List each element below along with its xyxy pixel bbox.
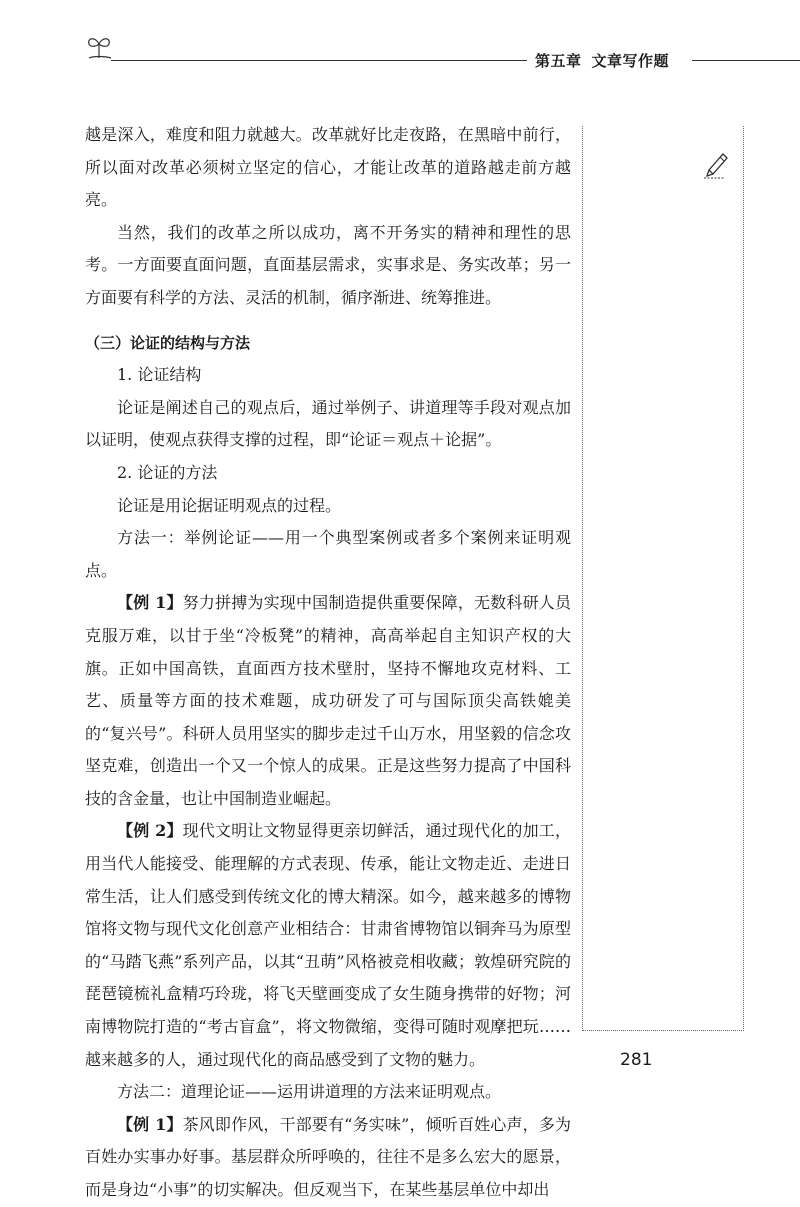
page-header	[85, 36, 800, 70]
example-text: 努力拼搏为实现中国制造提供重要保障，无数科研人员克服万难，以甘于坐“冷板凳”的精神，高高举起自主知识产权的大旗。正如中国高铁，直面西方技术壁肘，坚持不懈地攻克材料、工艺、质量等方面的技术难题，成功研发了可与国际顶尖高铁媲美的“复兴号”。科研人员用坚实的脚步走过千山万水，用坚毅的信念攻坚克难，创造出一个又一个惊人的成果。正是这些努力提高了中国科技的含金量，也让中国制造业崛起。	[85, 593, 571, 808]
subheading: 1. 论证结构	[117, 365, 202, 385]
paragraph: 论证是用论据证明观点的过程。	[117, 495, 342, 515]
example-paragraph	[85, 587, 571, 815]
page-number: 281	[620, 1050, 653, 1070]
example-label: 【例 2】	[117, 821, 183, 841]
section-heading: （三）论证的结构与方法	[85, 333, 251, 352]
header-rule-left	[111, 60, 527, 61]
example-paragraph	[85, 815, 571, 1076]
example-label: 【例 1】	[117, 1114, 183, 1134]
notes-margin	[582, 126, 744, 1031]
subheading: 2. 论证的方法	[117, 462, 218, 482]
paragraph: 越是深入，难度和阻力就越大。改革就好比走夜路，在黑暗中前行，所以面对改革必须树立坚定的信心，才能让改革的道路越走前方越亮。	[85, 125, 571, 210]
method-heading: 方法一：举例论证——用一个典型案例或者多个案例来证明观点。	[85, 528, 571, 580]
pencil-icon	[701, 148, 731, 180]
method-heading: 方法二：道理论证——运用讲道理的方法来证明观点。	[117, 1082, 502, 1102]
example-text: 现代文明让文物显得更亲切鲜活，通过现代化的加工，用当代人能接受、能理解的方式表现、传承，能让文物走近、走进日常生活，让人们感受到传统文化的博大精深。如今，越来越多的博物馆将文物与现代文化创意产业相结合：甘肃省博物馆以铜奔马为原型的“马踏飞燕”系列产品，以其“丑萌”风格被竞相收藏；敦煌研究院的琵琶镜梳礼盒精巧玲珑，将飞天壁画变成了女生随身携带的好物；河南博物院打造的“考古盲盒”，将文物微缩，变得可随时观摩把玩……越来越多的人，通过现代化的商品感受到了文物的魅力。	[85, 821, 571, 1069]
example-text: 茶风即作风，干部要有“务实味”，倾听百姓心声，多为百姓办实事办好事。基层群众所呼唤的，往往不是多么宏大的愿景，而是身边“小事”的切实解决。但反观当下，在某些基层单位中却出	[85, 1114, 571, 1199]
example-label: 【例 1】	[117, 593, 183, 613]
chapter-title	[535, 50, 669, 71]
paragraph: 当然，我们的改革之所以成功，离不开务实的精神和理性的思考。一方面要直面问题，直面基层需求，实事求是、务实改革；另一方面要有科学的方法、灵活的机制，循序渐进、统筹推进。	[85, 222, 571, 307]
sprout-icon	[85, 34, 113, 60]
paragraph: 论证是阐述自己的观点后，通过举例子、讲道理等手段对观点加以证明，使观点获得支撑的过程，即“论证＝观点＋论据”。	[85, 397, 571, 450]
chapter-number: 第五章	[535, 52, 582, 70]
chapter-name: 文章写作题	[591, 52, 670, 70]
main-text	[85, 119, 571, 1207]
example-paragraph	[85, 1109, 571, 1207]
header-rule-right	[692, 60, 800, 61]
